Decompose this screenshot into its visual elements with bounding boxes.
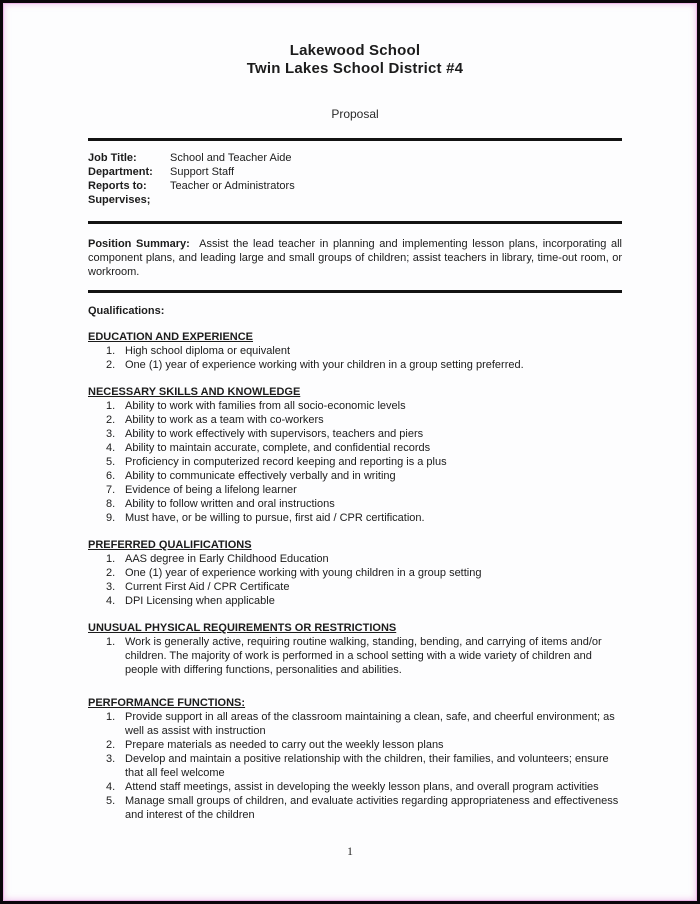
section-title: UNUSUAL PHYSICAL REQUIREMENTS OR RESTRICTIONS <box>88 622 397 634</box>
job-info-row <box>88 193 622 207</box>
list-item-number: 2. <box>106 414 116 426</box>
job-info-row <box>88 165 622 179</box>
reports-to-label: Reports to: <box>88 180 147 192</box>
position-summary <box>88 237 622 279</box>
list-item <box>88 738 622 752</box>
list-item-number: 6. <box>106 470 116 482</box>
list-item-number: 1. <box>106 345 116 357</box>
list-item <box>88 794 622 822</box>
position-summary-label: Position Summary: <box>88 238 190 250</box>
list-item-text: High school diploma or equivalent <box>125 345 291 357</box>
list-item-text: Current First Aid / CPR Certificate <box>125 581 290 593</box>
supervises-label: Supervises; <box>88 194 151 206</box>
list-item <box>88 441 622 455</box>
list-item-text: AAS degree in Early Childhood Education <box>125 553 329 565</box>
list-item <box>88 469 622 483</box>
qualifications-heading: Qualifications: <box>88 305 165 317</box>
list-item-number: 1. <box>106 553 116 565</box>
page-number: 1 <box>347 844 353 858</box>
list-item-text: Ability to follow written and oral instructions <box>125 498 335 510</box>
document-type-label: Proposal <box>331 107 379 121</box>
list-item-number: 2. <box>106 567 116 579</box>
list-item-text: Ability to communicate effectively verbally and in writing <box>125 470 396 482</box>
section-necessary-skills-and-knowledge <box>88 385 622 525</box>
section-performance-functions <box>88 696 622 822</box>
list-item-text: Work is generally active, requiring routine walking, standing, bending, and carrying of items and/or children. The majority of work is performed in a school setting with a wide variety of children and people with differing functions, personalities and abilities. <box>125 636 602 676</box>
list-item-number: 5. <box>106 795 116 807</box>
list-item <box>88 344 622 358</box>
list-item <box>88 635 622 677</box>
department-label: Department: <box>88 166 153 178</box>
list-item <box>88 399 622 413</box>
list-item-number: 3. <box>106 753 116 765</box>
list-item <box>88 497 622 511</box>
position-summary-text: Assist the lead teacher in planning and implementing lesson plans, incorporating all component plans, and leading large and small groups of children; assist teachers in library, time-out room, or workroom. <box>88 238 622 278</box>
list-item <box>88 511 622 525</box>
list-item <box>88 552 622 566</box>
section-title: PREFERRED QUALIFICATIONS <box>88 539 252 551</box>
job-info-row <box>88 179 622 193</box>
supervises-value <box>170 193 622 207</box>
list-item-text: Attend staff meetings, assist in developing the weekly lesson plans, and overall program activities <box>125 781 599 793</box>
list-item-number: 7. <box>106 484 116 496</box>
list-item <box>88 483 622 497</box>
list-item-number: 5. <box>106 456 116 468</box>
job-title-value: School and Teacher Aide <box>170 152 292 164</box>
section-education-and-experience <box>88 330 622 372</box>
list-item-number: 8. <box>106 498 116 510</box>
document-header <box>88 42 622 78</box>
list-item-number: 1. <box>106 636 116 648</box>
list-item <box>88 580 622 594</box>
list-item <box>88 594 622 608</box>
list-item-text: Must have, or be willing to pursue, first aid / CPR certification. <box>125 512 425 524</box>
job-title-label: Job Title: <box>88 152 137 164</box>
list-item-text: Develop and maintain a positive relationship with the children, their families, and volunteers; ensure that all feel welcome <box>125 753 609 779</box>
section-title: NECESSARY SKILLS AND KNOWLEDGE <box>88 386 301 398</box>
section-unusual-physical-requirements <box>88 621 622 677</box>
list-item <box>88 566 622 580</box>
school-name: Lakewood School <box>289 42 421 59</box>
divider <box>88 221 622 224</box>
list-item-text: Prepare materials as needed to carry out the weekly lesson plans <box>125 739 444 751</box>
list-item <box>88 413 622 427</box>
divider <box>88 290 622 293</box>
list-item <box>88 455 622 469</box>
list-item-number: 1. <box>106 711 116 723</box>
list-item-text: Ability to work as a team with co-workers <box>125 414 324 426</box>
list-item-text: Evidence of being a lifelong learner <box>125 484 297 496</box>
list-item-number: 4. <box>106 781 116 793</box>
section-title: PERFORMANCE FUNCTIONS: <box>88 697 246 709</box>
list-item-number: 9. <box>106 512 116 524</box>
list-item-text: Manage small groups of children, and evaluate activities regarding appropriateness and effectiveness and interest of the children <box>125 795 619 821</box>
district-name: Twin Lakes School District #4 <box>246 60 464 77</box>
list-item-number: 4. <box>106 595 116 607</box>
list-item <box>88 710 622 738</box>
document-content <box>3 3 697 822</box>
divider <box>88 138 622 141</box>
list-item-number: 2. <box>106 359 116 371</box>
list-item-text: One (1) year of experience working with young children in a group setting <box>125 567 482 579</box>
list-item-number: 3. <box>106 581 116 593</box>
list-item-text: Ability to maintain accurate, complete, and confidential records <box>125 442 431 454</box>
list-item-text: Ability to work effectively with supervisors, teachers and piers <box>125 428 424 440</box>
list-item-text: DPI Licensing when applicable <box>125 595 275 607</box>
list-item-text: Proficiency in computerized record keeping and reporting is a plus <box>125 456 447 468</box>
list-item <box>88 427 622 441</box>
list-item-number: 1. <box>106 400 116 412</box>
list-item-number: 2. <box>106 739 116 751</box>
section-preferred-qualifications <box>88 538 622 608</box>
list-item-number: 4. <box>106 442 116 454</box>
reports-to-value: Teacher or Administrators <box>170 180 295 192</box>
list-item <box>88 780 622 794</box>
job-info-block <box>88 151 622 207</box>
list-item <box>88 358 622 372</box>
department-value: Support Staff <box>170 166 235 178</box>
list-item-text: One (1) year of experience working with your children in a group setting preferred. <box>125 359 524 371</box>
list-item-number: 3. <box>106 428 116 440</box>
list-item-text: Ability to work with families from all socio-economic levels <box>125 400 406 412</box>
section-title: EDUCATION AND EXPERIENCE <box>88 331 254 343</box>
list-item-text: Provide support in all areas of the classroom maintaining a clean, safe, and cheerful environment; as well as assist with instruction <box>125 711 615 737</box>
list-item <box>88 752 622 780</box>
job-info-row <box>88 151 622 165</box>
